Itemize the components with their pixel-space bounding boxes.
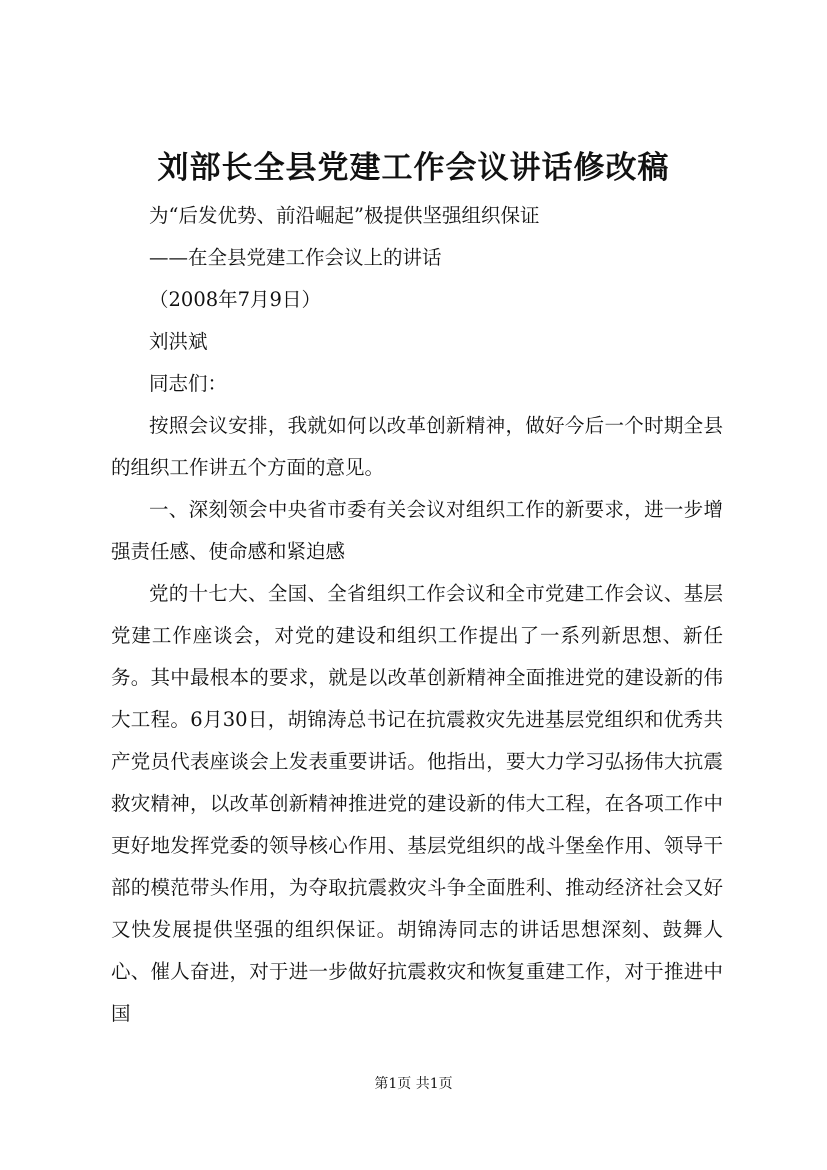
document-title: 刘部长全县党建工作会议讲话修改稿 bbox=[157, 150, 670, 186]
speech-date: （2008年7月9日） bbox=[149, 288, 321, 311]
document-subtitle: 为“后发优势、前沿崛起”极提供坚强组织保证 bbox=[149, 204, 540, 227]
paragraph: 按照会议安排，我就如何以改革创新精神，做好今后一个时期全县的组织工作讲五个方面的意见。 bbox=[111, 414, 723, 479]
document-body bbox=[111, 195, 723, 1035]
paragraph: 党的十七大、全国、全省组织工作会议和全市党建工作会议、基层党建工作座谈会，对党的建设和组织工作提出了一系列新思想、新任务。其中最根本的要求，就是以改革创新精神全面推进党的建设新的伟大工程。6月30日，胡锦涛总书记在抗震救灾先进基层党组织和优秀共产党员代表座谈会上发表重要讲话。他指出，要大力学习弘扬伟大抗震救灾精神，以改革创新精神推进党的建设新的伟大工程，在各项工作中更好地发挥党委的领导核心作用、基层党组织的战斗堡垒作用、领导干部的模范带头作用，为夺取抗震救灾斗争全面胜利、推动经济社会又好又快发展提供坚强的组织保证。胡锦涛同志的讲话思想深刻、鼓舞人心、催人奋进，对于进一步做好抗震救灾和恢复重建工作，对于推进中国 bbox=[111, 582, 723, 1025]
document-sub-subtitle: ——在全县党建工作会议上的讲话 bbox=[149, 246, 442, 269]
section-heading: 一、深刻领会中央省市委有关会议对组织工作的新要求，进一步增强责任感、使命感和紧迫感 bbox=[111, 498, 723, 563]
speaker-name: 刘洪斌 bbox=[149, 330, 208, 353]
page-number-footer: 第1页 共1页 bbox=[374, 1076, 453, 1092]
greeting: 同志们： bbox=[149, 372, 228, 395]
